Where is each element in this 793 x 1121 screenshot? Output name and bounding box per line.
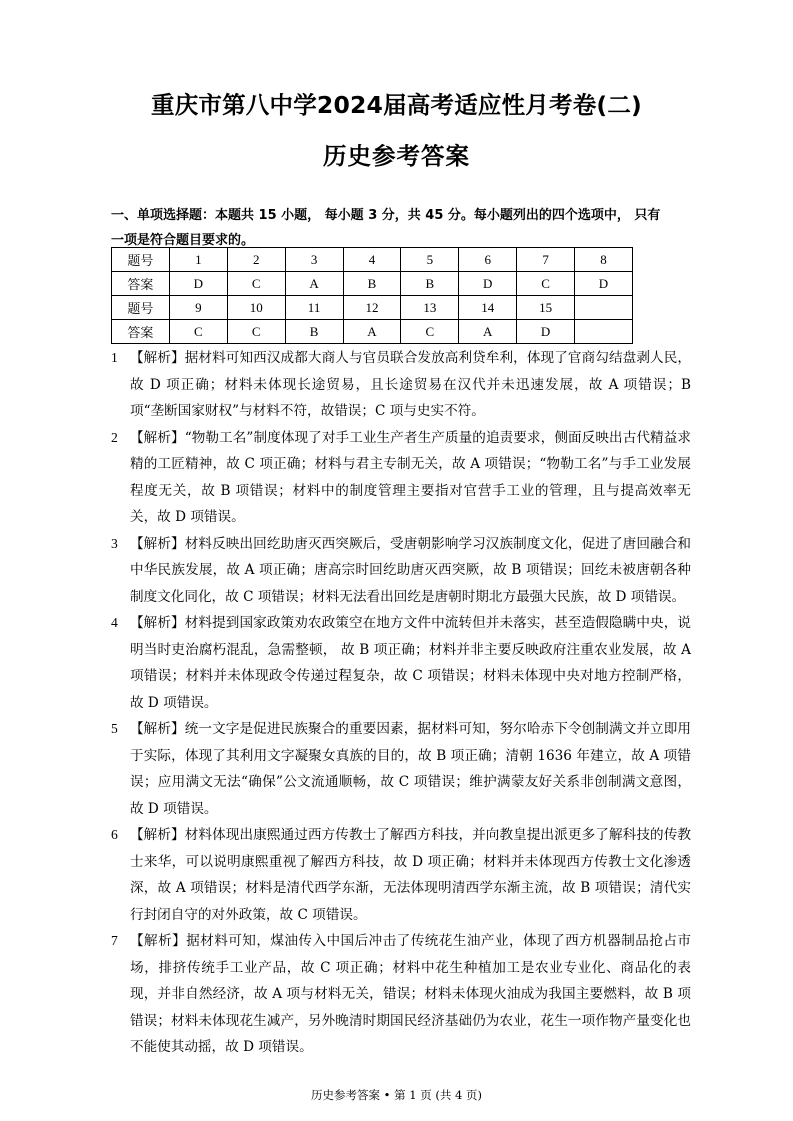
explanation-item	[111, 345, 691, 425]
table-cell: 6	[459, 248, 517, 272]
item-text: 【解析】据材料可知，煤油传入中国后冲击了传统花生油产业，体现了西方机器制品抢占市场，排挤传统手工业产品，故 C 项正确；材料中花生种植加工是农业专业化、商品化的表现，并非自然经济，故 A 项与材料无关，错误；材料未体现火油成为我国主要燃料，故 B 项错误；材料未体现花生减产，另外晚清时期国民经济基础仍为农业，花生一项作物产量变化也不能使其动摇，故 D 项错误。	[130, 933, 691, 1055]
table-row	[112, 320, 633, 344]
item-text: 【解析】据材料可知西汉成都大商人与官员联合发放高利贷牟利，体现了官商勾结盘剥人民，故 D 项正确；材料未体现长途贸易，且长途贸易在汉代并未迅速发展，故 A 项错误；B 项“垄断国家财权”与材料不符，故错误；C 项与史实不符。	[130, 350, 691, 419]
table-cell: 15	[517, 296, 575, 320]
document-subtitle: 历史参考答案	[323, 142, 470, 170]
table-cell	[575, 320, 633, 344]
explanation-item	[111, 531, 691, 611]
table-cell: B	[285, 320, 343, 344]
table-cell: D	[517, 320, 575, 344]
item-text: 【解析】材料体现出康熙通过西方传教士了解西方科技，并向教皇提出派更多了解科技的传教士来华，可以说明康熙重视了解西方科技，故 D 项正确；材料并未体现西方传教士文化渗透深，故 A 项错误；材料是清代西学东渐，无法体现明清西学东渐主流，故 B 项错误；清代实行封闭自守的对外政策，故 C 项错误。	[130, 827, 691, 923]
explanation-item	[111, 822, 691, 928]
table-cell: D	[575, 272, 633, 296]
table-cell	[575, 296, 633, 320]
table-cell: 3	[285, 248, 343, 272]
table-cell: 答案	[112, 320, 170, 344]
table-cell: C	[401, 320, 459, 344]
table-cell: 9	[169, 296, 227, 320]
table-cell: 5	[401, 248, 459, 272]
explanation-item	[111, 610, 691, 716]
answer-table	[111, 247, 633, 344]
table-cell: 7	[517, 248, 575, 272]
table-cell: D	[459, 272, 517, 296]
explanation-item	[111, 716, 691, 822]
explanation-item	[111, 928, 691, 1061]
table-cell: 2	[227, 248, 285, 272]
table-cell: A	[459, 320, 517, 344]
item-number: 3	[111, 535, 118, 551]
table-row	[112, 272, 633, 296]
item-text: 【解析】统一文字是促进民族聚合的重要因素，据材料可知，努尔哈赤下令创制满文并立即用于实际，体现了其利用文字凝聚女真族的目的，故 B 项正确；清朝 1636 年建立，故 A 项错误；应用满文无法“确保”公文流通顺畅，故 C 项错误；维护满蒙友好关系非创制满文意图，故 D 项错误。	[130, 721, 691, 817]
item-number: 6	[111, 827, 118, 842]
explanation-list	[111, 345, 691, 1061]
table-row	[112, 296, 633, 320]
table-cell: 10	[227, 296, 285, 320]
item-number: 1	[111, 350, 118, 365]
table-cell: D	[169, 272, 227, 296]
table-cell: 12	[343, 296, 401, 320]
table-cell: C	[227, 272, 285, 296]
explanation-item	[111, 425, 691, 531]
item-text: 【解析】材料提到国家政策劝农政策空在地方文件中流转但并未落实，甚至造假隐瞒中央，说明当时吏治腐朽混乱，急需整顿， 故 B 项正确；材料并非主要反映政府注重农业发展，故 A 项错误；材料并未体现政令传递过程复杂，故 C 项错误；材料未体现中央对地方控制严格，故 D 项错误。	[130, 615, 691, 711]
table-cell: 题号	[112, 296, 170, 320]
table-cell: B	[343, 272, 401, 296]
instruction-line-1: 一、单项选择题：本题共 15 小题， 每小题 3 分，共 45 分。每小题列出的四个选项中， 只有	[111, 208, 661, 223]
document-title: 重庆市第八中学2024届高考适应性月考卷(二)	[151, 91, 642, 119]
instruction-line-2: 一项是符合题目要求的。	[111, 233, 255, 248]
table-cell: 13	[401, 296, 459, 320]
table-cell: B	[401, 272, 459, 296]
table-row	[112, 248, 633, 272]
page-footer: 历史参考答案 • 第 1 页 (共 4 页)	[311, 1088, 482, 1102]
table-cell: C	[227, 320, 285, 344]
item-number: 7	[111, 933, 118, 948]
table-cell: A	[343, 320, 401, 344]
table-cell: A	[285, 272, 343, 296]
table-cell: 14	[459, 296, 517, 320]
table-cell: C	[517, 272, 575, 296]
item-text: 【解析】“物勒工名”制度体现了对手工业生产者生产质量的追责要求，侧面反映出古代精益求精的工匠精神，故 C 项正确；材料与君主专制无关，故 A 项错误；“物勒工名”与手工业发展程度无关，故 B 项错误；材料中的制度管理主要指对官营手工业的管理，且与提高效率无关，故 D 项错误。	[130, 429, 691, 525]
section-instruction	[111, 203, 691, 253]
table-cell: 题号	[112, 248, 170, 272]
item-number: 4	[111, 615, 118, 630]
item-number: 2	[111, 429, 118, 445]
table-cell: 8	[575, 248, 633, 272]
table-cell: C	[169, 320, 227, 344]
table-cell: 11	[285, 296, 343, 320]
table-cell: 1	[169, 248, 227, 272]
table-cell: 答案	[112, 272, 170, 296]
table-cell: 4	[343, 248, 401, 272]
item-text: 【解析】材料反映出回纥助唐灭西突厥后，受唐朝影响学习汉族制度文化，促进了唐回融合和中华民族发展，故 A 项正确；唐高宗时回纥助唐灭西突厥，故 B 项错误；回纥未被唐朝各种制度文化同化，故 C 项错误；材料无法看出回纥是唐朝时期北方最强大民族，故 D 项错误。	[130, 535, 691, 605]
item-number: 5	[111, 721, 118, 736]
